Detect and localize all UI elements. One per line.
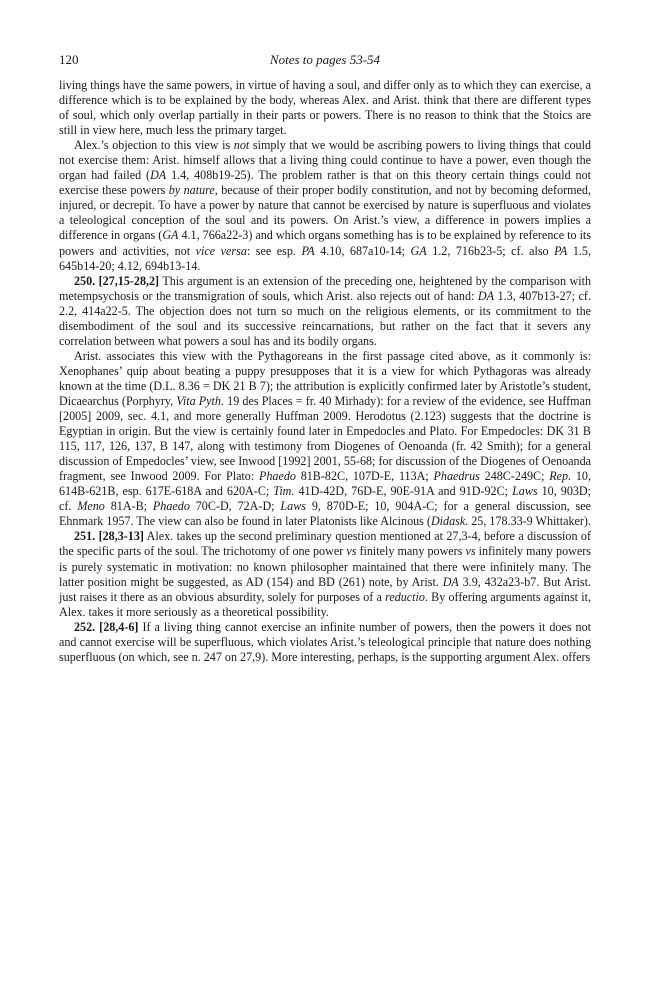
text-run: living things have the same powers, in virtue of having a soul, and differ only as to which they can exercise, a difference which is to be explained by the body, whereas Alex. and Arist. think that there are different types of soul, which only overlap partially in their parts or powers. There is no reason to think that the Stoics are still in view here, much less the primary target. <box>59 78 591 138</box>
paragraph-objection <box>59 138 591 273</box>
text-run: Laws <box>280 499 306 514</box>
text-run: 81A-B; <box>104 499 153 514</box>
text-run: 252. [28,4-6] <box>74 619 139 634</box>
text-run: 10, 614B-621B, esp. 617E-618A and 620A-C; <box>59 469 591 499</box>
paragraph-pythagoreans <box>59 349 591 530</box>
text-run: PA <box>554 243 568 258</box>
text-run: Meno <box>77 499 105 514</box>
text-run: 1.3, 407b13-27; cf. 2.2, 414a22-5. The objection does not turn so much on the religious elements, or its commitment to the disembodiment of the soul and its successive reincarnations, but rather on the fact that it severs any correlation between what powers a soul has and its bodily organs. <box>59 288 591 348</box>
text-run: 251. [28,3-13] <box>74 529 144 544</box>
text-run: 1.4, 408b19-25). The problem rather is that on this theory certain things could not exercise these powers <box>59 168 591 198</box>
text-run: Alex. takes up the second preliminary question mentioned at 27,3-4, before a discussion of the specific parts of the soul. The trichotomy of one power <box>59 529 591 559</box>
text-run: Phaedrus <box>433 469 480 484</box>
text-run: Alex.’s objection to this view is <box>74 138 234 153</box>
text-run: Arist. associates this view with the Pythagoreans in the first passage cited above, as it commonly is: Xenophanes’ quip about beating a puppy presupposes that it is a view for which Pythagoras was already known at the time (D.L. 8.36 = DK 21 B 7); the attribution is explicitly confirmed later by Aristotle’s student, Dicaearchus (Porphyry, <box>59 348 591 408</box>
text-run: PA <box>301 243 315 258</box>
text-run: Tim. <box>273 484 295 499</box>
text-run: vice versa <box>195 243 247 258</box>
text-run: vs <box>465 544 476 559</box>
text-run: infinitely many powers is purely systematic in motivation: no known philosopher maintained that there were infinitely many. The latter position might be suggested, as AD (154) and BD (261) note, by Arist. <box>59 544 591 589</box>
text-run: 19 des Places = fr. 40 Mirhady): for a review of the evidence, see Huffman [2005] 2009, sec. 4.1, and more generally Huffman 2009. Herodotus (2.123) suggests that the doctrine is Egyptian in origin. But the view is certainly found later in Empedocles and Plato. For Empedocles: DK 31 B 115, 117, 126, 137, B 147, along with testimony from Diogenes of Oenoanda (fr. 42 Smith); for a general discussion of Empedocles’ view, see Inwood [1992] 2001, 55-68; for discussion of the Diogenes of Oenoanda fragment, see Inwood 2009. For Plato: <box>59 393 592 484</box>
text-run: 1.2, 716b23-5; cf. also <box>426 243 555 258</box>
paragraph-continued <box>59 78 591 138</box>
text-run: GA <box>410 243 427 258</box>
text-run: 250. [27,15-28,2] <box>74 273 160 288</box>
text-run: If a living thing cannot exercise an infinite number of powers, then the powers it does not and cannot exercise will be superfluous, which violates Arist.’s teleological principle that nature does nothing superfluous (on which, see n. 247 on 27,9). More interesting, perhaps, is the supporting argument Alex. offers <box>59 619 592 664</box>
text-run: Didask. <box>430 514 469 529</box>
text-run: DA <box>442 574 459 589</box>
text-run: 1.5, 645b14-20; 4.12, 694b13-14. <box>59 243 592 273</box>
page-body <box>59 78 591 665</box>
text-run: simply that we would be ascribing powers to living things that could not exercise them: Arist. himself allows that a living thing could continue to have a power, even though the organ had failed ( <box>59 138 591 183</box>
text-run: Phaedo <box>152 499 190 514</box>
text-run: 4.1, 766a22-3) and which organs something has is to be explained by reference to its powers and activities, not <box>59 228 591 258</box>
text-run: . By offering arguments against it, Alex. takes it more seriously as a theoretical possibility. <box>59 589 591 619</box>
text-run: 70C-D, 72A-D; <box>189 499 281 514</box>
text-run: by nature <box>168 183 215 198</box>
text-run: 248C-249C; <box>479 469 550 484</box>
text-run: , because of their proper bodily constitution, and not by becoming deformed, injured, or decrepit. To have a power by nature that cannot be exercised by nature is superfluous and violates a teleological conception of the soul and its powers. On Arist.’s view, a difference in powers implies a difference in organs ( <box>59 183 591 243</box>
text-run: Laws <box>512 484 538 499</box>
text-run: 25, 178.33-9 Whittaker). <box>468 514 591 529</box>
text-run: DA <box>150 168 167 183</box>
text-run: Rep. <box>549 469 572 484</box>
text-run: 10, 903D; cf. <box>59 484 592 514</box>
book-page <box>59 52 591 665</box>
text-run: 3.9, 432a23-b7. But Arist. just raises it there as an obvious absurdity, solely for purposes of a <box>59 574 592 604</box>
text-run: Phaedo <box>258 469 296 484</box>
text-run: This argument is an extension of the preceding one, heightened by the comparison with metempsychosis or the transmigration of souls, which Arist. also rejects out of hand: <box>59 273 591 303</box>
note-252 <box>59 620 591 665</box>
text-run: Vita Pyth. <box>176 393 224 408</box>
text-run: reductio <box>385 589 425 604</box>
text-run: finitely many powers <box>356 544 466 559</box>
text-run: 41D-42D, 76D-E, 90E-91A and 91D-92C; <box>294 484 513 499</box>
text-run: 81B-82C, 107D-E, 113A; <box>295 469 434 484</box>
text-run: not <box>233 138 250 153</box>
text-run: : see esp. <box>246 243 302 258</box>
text-run: 4.10, 687a10-14; <box>314 243 411 258</box>
page-header <box>59 52 591 70</box>
note-250 <box>59 274 591 349</box>
text-run: DA <box>477 288 495 303</box>
text-run: GA <box>162 228 179 243</box>
text-run: 9, 870D-E; 10, 904A-C; for a general discussion, see Ehnmark 1957. The view can also be found in later Platonists like Alcinous ( <box>59 499 592 529</box>
running-title: Notes to pages 53-54 <box>269 52 381 67</box>
text-run: vs <box>346 544 357 559</box>
page-number: 120 <box>59 52 79 67</box>
note-251 <box>59 529 591 619</box>
